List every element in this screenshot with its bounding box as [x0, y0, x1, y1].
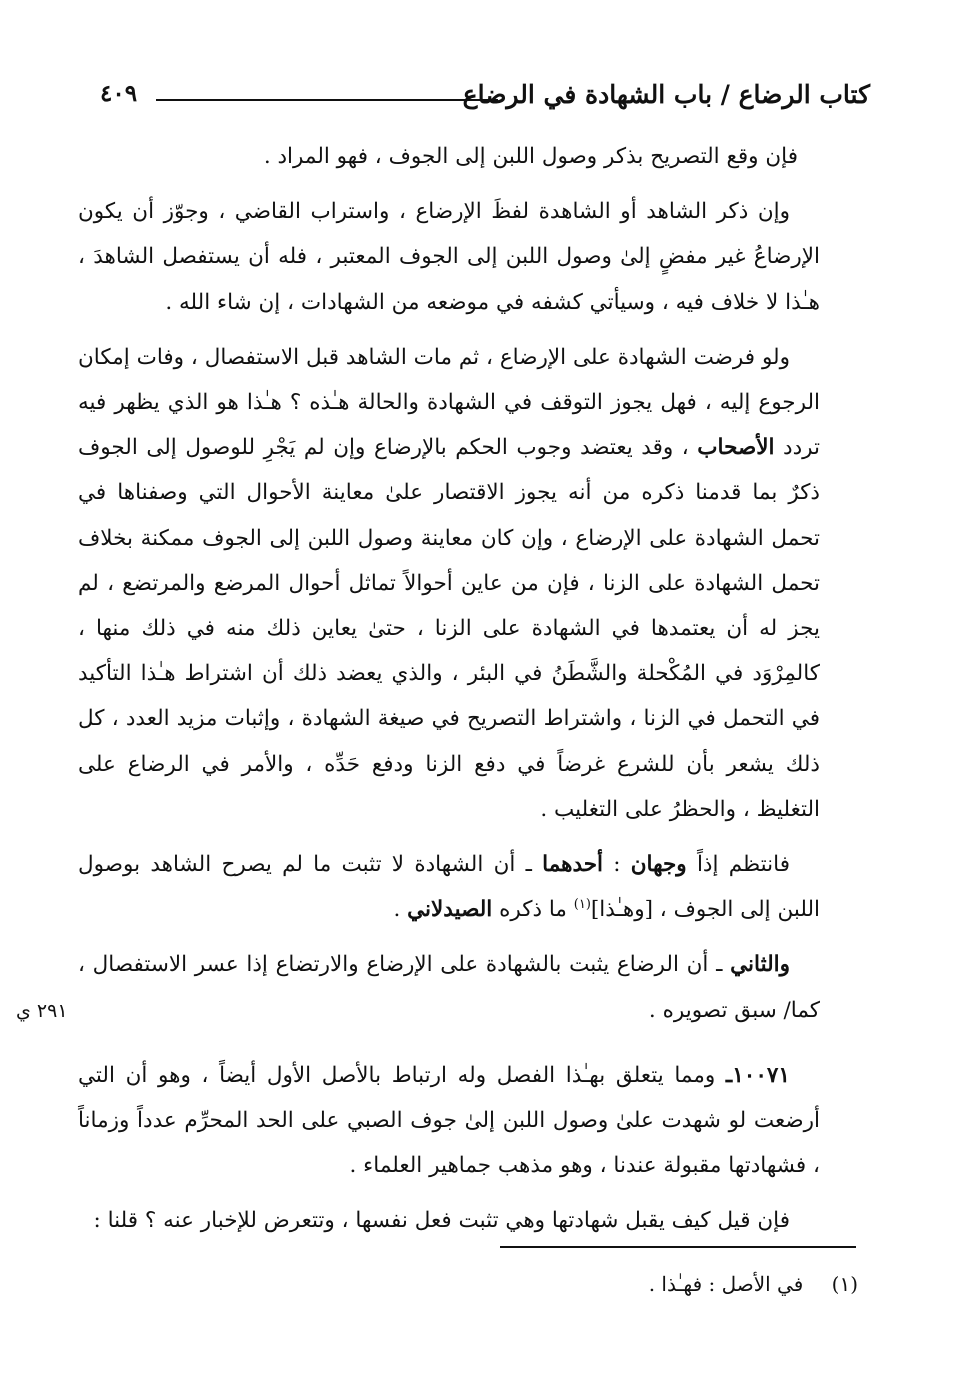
paragraph-4-colon: : [613, 852, 621, 878]
paragraph-1: فإن وقع التصريح بذكر وصول اللبن إلى الجوف ، فهو المراد . [263, 144, 798, 169]
paragraph-4-text-2: ما ذكره [499, 897, 567, 923]
footnote-ref: (١) [573, 897, 591, 913]
two-views-term: وجهان [630, 852, 687, 878]
paragraph-7: فإن قيل كيف يقبل شهادتها وهي تثبت فعل نفسها ، وتتعرض للإخبار عنه ؟ قلنا : [93, 1208, 790, 1234]
second-view-term: والثاني [730, 952, 790, 978]
paragraph-3-part-b: ، وقد يعتضد وجوب الحكم بالإرضاع وإن لم يَجْرِ للوصول إلى الجوف ذكرٌ بما قدمنا ذكره من أنه يجوز الاقتصار علىٰ معاينة الأحوال التي وصفناها في تحمل الشهادة على الإرضاع ، وإن كان معاينة وصول اللبن إلى الجوف ممكنة بخلاف تحمل الشهادة على الزنا ، فإن من عاين أحوالاً تماثل أحوال المرضع والمرتضع ، لم يجز له أن يعتمدها في الشهادة على الزنا ، حتىٰ يعاين ذلك منه في ذلك منها ، كالمِرْوَد في المُكْحلة والشَّطَنُ في البئر ، والذي يعضد ذلك أن اشتراط هـٰذا التأكيد في التحمل في الزنا ، واشتراط التصريح في صيغة الشهادة ، وإثبات مزيد العدد ، كل ذلك يشعر بأن للشرع غرضاً في دفع الزنا ودفع حَدِّه ، والأمر في الرضاع على التغليظ ، والحظرُ على التغليب . [78, 435, 820, 822]
footnote-text: في الأصل : فهـٰذا . [648, 1272, 804, 1296]
paragraph-6-text: ومما يتعلق بهـٰذا الفصل وله ارتباط بالأصل الأول أيضاً ، وهو أن التي أرضعت لو شهدت علىٰ وصول اللبن إلىٰ جوف الصبي على الحد المحرِّم عدداً وزماناً ، فشهادتها مقبولة عندنا ، وهو مذهب جماهير العلماء . [78, 1062, 820, 1179]
ashab-term: الأصحاب [697, 435, 775, 461]
paragraph-3 [78, 335, 820, 832]
paragraph-4-text: ـ أن الشهادة لا تثبت ما لم يصرح الشاهد بوصول اللبن إلى الجوف ، [وهـٰذا] [78, 852, 820, 923]
body-text [78, 134, 820, 1254]
first-view-term: أحدهما [542, 852, 604, 878]
footnote-number: (١) [831, 1272, 858, 1296]
paragraph-4-intro: فانتظم إذاً [696, 852, 790, 878]
paragraph-4-end: . [393, 897, 401, 923]
paragraph-5-text: ـ أن الرضاع يثبت بالشهادة على الإرضاع والارتضاع إذا عسر الاستفصال ، كما/ سبق تصويره . [78, 952, 820, 1023]
section-number: ١٠٠٧١ـ [725, 1062, 790, 1088]
paragraph-3-part-a: ولو فرضت الشهادة على الإرضاع ، ثم مات الشاهد قبل الاستفصال ، وفات إمكان الرجوع إليه ، فهل يجوز التوقف في الشهادة والحالة هـٰذه ؟ هـٰذا هو الذي يظهر فيه تردد [78, 344, 820, 461]
running-header [100, 80, 870, 114]
header-rule [156, 99, 498, 101]
paragraph-6 [78, 1053, 820, 1189]
page-number: ٤٠٩ [100, 80, 138, 107]
paragraph-5 [78, 942, 820, 1032]
header-title: كتاب الرضاع / باب الشهادة في الرضاع [462, 80, 870, 109]
paragraph-2: وإن ذكر الشاهد أو الشاهدة لفظَ الإرضاع ، واستراب القاضي ، وجوّز أن يكون الإرضاعُ غير مفضٍ إلىٰ وصول اللبن إلى الجوف المعتبر ، فله أن يستفصل الشاهدَ ، هـٰذا لا خلاف فيه ، وسيأتي كشفه في موضعه من الشهادات ، إن شاء الله . [78, 199, 820, 315]
paragraph-4 [78, 842, 820, 932]
footnote [649, 1272, 858, 1296]
margin-note: ٢٩١ ي [16, 1000, 68, 1022]
footnote-divider [500, 1246, 856, 1248]
saydalani-name: الصيدلاني [407, 897, 493, 923]
